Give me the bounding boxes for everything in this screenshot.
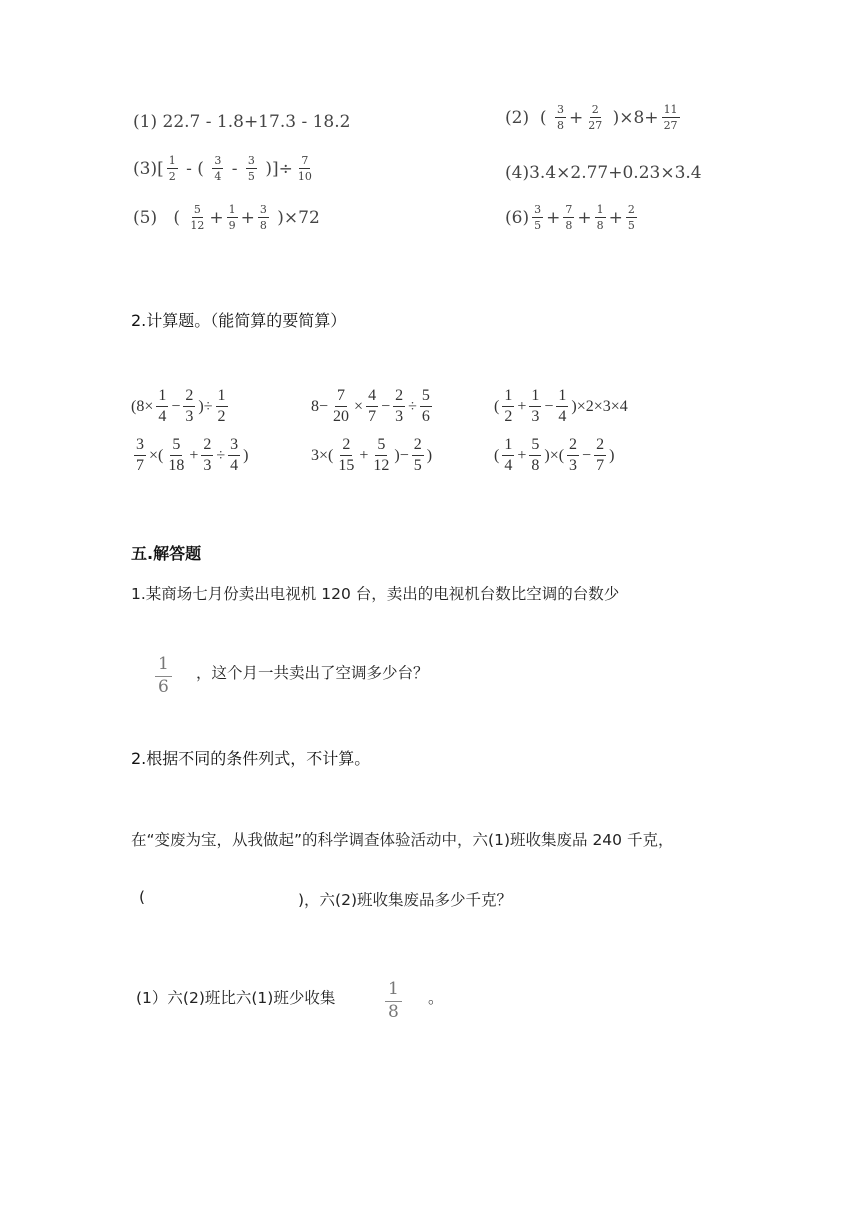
- problem-label: (4): [505, 163, 530, 183]
- question-1-line-1: 1.某商场七月份卖出电视机 120 台，卖出的电视机台数比空调的台数少: [131, 585, 620, 603]
- fraction: $\frac{3}{5}$: [534, 203, 542, 232]
- question-2-title: 2.根据不同的条件列式，不计算。: [131, 749, 371, 768]
- fraction: $\frac{1}{9}$: [228, 203, 236, 232]
- condition-1-fraction: $\frac{1}{8}$: [385, 979, 402, 1022]
- paren: (: [539, 107, 547, 128]
- calc-expression-1: (8× $\frac{1}{4}$ − $\frac{2}{3}$ )÷ $\frac{1}{2}$: [131, 387, 226, 425]
- fraction: $\frac{7}{10}$: [297, 154, 312, 183]
- condition-1-end: 。: [428, 989, 444, 1007]
- problem-6: [505, 204, 640, 231]
- fraction: $\frac{11}{27}$: [663, 103, 678, 132]
- fraction: $\frac{1}{8}$: [596, 203, 604, 232]
- bracket: ]÷: [271, 158, 293, 179]
- fraction: $\frac{2}{27}$: [588, 103, 603, 132]
- problem-3: [133, 155, 317, 182]
- operator: +: [209, 207, 224, 228]
- calc-expression-5: 3×( $\frac{2}{15}$ + $\frac{5}{12}$ )− $\frac{2}{5}$ ): [311, 436, 433, 474]
- paren: ): [612, 107, 620, 128]
- question-1-fraction: $\frac{1}{6}$: [155, 654, 172, 697]
- fraction: $\frac{1}{2}$: [168, 154, 176, 183]
- problem-label: (1): [133, 112, 158, 132]
- blank-paren-open: (: [139, 888, 146, 906]
- problem-2: [505, 104, 683, 131]
- paren: (: [197, 158, 204, 179]
- question-2-line-2: )，六(2)班收集废品多少千克？: [298, 891, 513, 909]
- problem-label: (2): [505, 107, 530, 128]
- section-5-title: 五.解答题: [131, 544, 202, 563]
- paren: ): [265, 158, 272, 179]
- section-2-title: 2.计算题。（能简算的要简算）: [131, 311, 347, 330]
- problem-1: [133, 112, 350, 132]
- operator: +: [240, 207, 255, 228]
- fraction: $\frac{2}{5}$: [627, 203, 635, 232]
- paren: )×72: [277, 207, 320, 228]
- operator: -: [231, 158, 238, 179]
- fraction: $\frac{7}{8}$: [565, 203, 573, 232]
- fraction: $\frac{3}{8}$: [556, 103, 564, 132]
- fraction: $\frac{5}{12}$: [190, 203, 205, 232]
- problem-4: [505, 163, 702, 183]
- problem-label: (5): [133, 207, 158, 228]
- operator: -: [186, 158, 192, 179]
- calc-expression-3: ( $\frac{1}{2}$ + $\frac{1}{3}$ − $\frac{1}{4}$ )×2×3×4: [494, 387, 628, 425]
- problem-expression: 3.4×2.77+0.23×3.4: [529, 163, 702, 183]
- operator: +: [546, 207, 561, 228]
- paren: (: [173, 207, 180, 228]
- fraction: $\frac{3}{5}$: [247, 154, 255, 183]
- problem-expression: 22.7 - 1.8+17.3 - 18.2: [162, 112, 351, 132]
- calc-expression-6: ( $\frac{1}{4}$ + $\frac{5}{8}$ )×( $\frac{2}{3}$ − $\frac{2}{7}$ ): [494, 436, 615, 474]
- fraction: $\frac{3}{4}$: [214, 154, 222, 183]
- operator: +: [568, 107, 584, 128]
- question-1-line-2: ，这个月一共卖出了空调多少台？: [196, 664, 429, 682]
- problem-label: (3): [133, 158, 158, 179]
- problem-label: (6): [505, 207, 530, 228]
- condition-1-text: (1）六(2)班比六(1)班少收集: [136, 989, 336, 1007]
- problem-5: [133, 204, 320, 231]
- calc-expression-2: 8− $\frac{7}{20}$ × $\frac{4}{7}$ − $\frac{2}{3}$ ÷ $\frac{5}{6}$: [311, 387, 430, 425]
- question-2-line-1: 在“变废为宝，从我做起”的科学调查体验活动中，六(1)班收集废品 240 千克，: [131, 831, 674, 849]
- operator: +: [608, 207, 623, 228]
- operator: +: [577, 207, 592, 228]
- fraction: $\frac{3}{8}$: [259, 203, 267, 232]
- calc-expression-4: $\frac{3}{7}$ ×( $\frac{5}{18}$ + $\frac{2}{3}$ ÷ $\frac{3}{4}$ ): [136, 436, 249, 474]
- operator: ×8+: [619, 107, 659, 128]
- bracket: [: [157, 158, 164, 179]
